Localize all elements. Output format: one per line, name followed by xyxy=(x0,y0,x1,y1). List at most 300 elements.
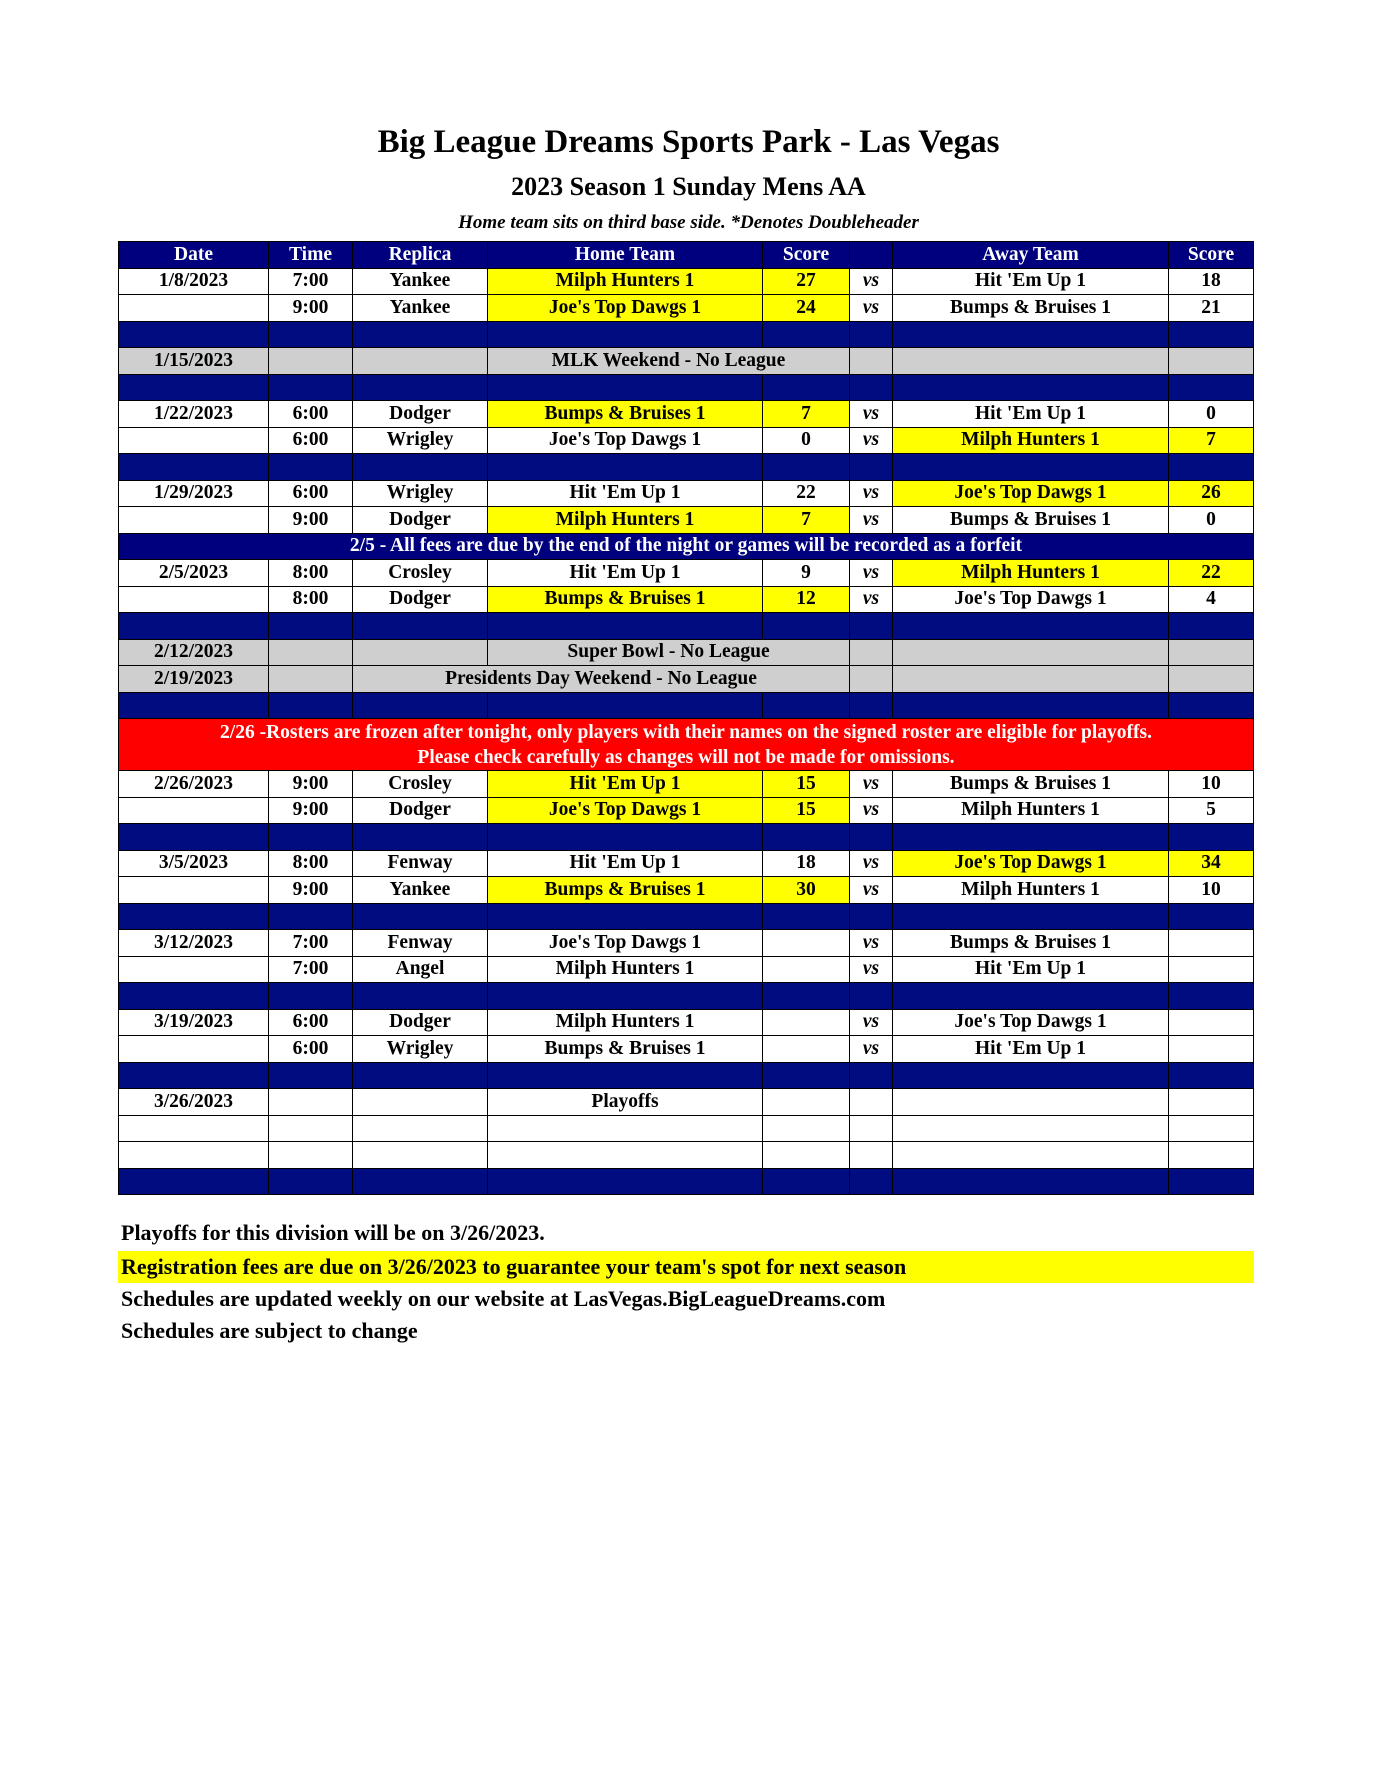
date-cell: 1/22/2023 xyxy=(119,401,269,428)
col-home-score: Score xyxy=(763,242,850,269)
replica-cell: Crosley xyxy=(353,560,488,587)
away-score-cell: 5 xyxy=(1169,797,1254,824)
away-score-cell: 34 xyxy=(1169,850,1254,877)
away-score-cell xyxy=(1169,666,1254,693)
away-score-cell: 10 xyxy=(1169,771,1254,798)
fees-notice: 2/5 - All fees are due by the end of the night or games will be recorded as a forfeit xyxy=(119,533,1254,560)
separator-cell xyxy=(488,321,763,348)
separator-cell xyxy=(269,692,353,719)
away-team-cell xyxy=(893,1142,1169,1169)
home-team-cell: Joe's Top Dawgs 1 xyxy=(488,427,763,454)
separator-cell xyxy=(119,824,269,851)
separator-row xyxy=(119,1168,1254,1195)
game-row xyxy=(119,480,1254,507)
separator-cell xyxy=(488,374,763,401)
game-row xyxy=(119,797,1254,824)
separator-cell xyxy=(353,321,488,348)
date-cell: 1/8/2023 xyxy=(119,268,269,295)
separator-cell xyxy=(893,374,1169,401)
date-cell xyxy=(119,295,269,322)
date-cell xyxy=(119,797,269,824)
replica-cell xyxy=(353,348,488,375)
home-score-cell: 30 xyxy=(763,877,850,904)
separator-cell xyxy=(119,321,269,348)
time-cell xyxy=(269,1115,353,1142)
away-team-cell: Hit 'Em Up 1 xyxy=(893,401,1169,428)
time-cell: 9:00 xyxy=(269,295,353,322)
separator-cell xyxy=(893,1062,1169,1089)
vs-cell: vs xyxy=(850,560,893,587)
away-score-cell xyxy=(1169,1036,1254,1063)
separator-cell xyxy=(488,692,763,719)
separator-cell xyxy=(269,613,353,640)
date-cell: 3/5/2023 xyxy=(119,850,269,877)
home-team-cell: Hit 'Em Up 1 xyxy=(488,771,763,798)
home-score-cell xyxy=(763,1009,850,1036)
replica-cell: Yankee xyxy=(353,268,488,295)
home-score-cell xyxy=(763,956,850,983)
replica-cell xyxy=(353,1089,488,1116)
col-date: Date xyxy=(119,242,269,269)
time-cell: 6:00 xyxy=(269,1036,353,1063)
date-cell xyxy=(119,1115,269,1142)
separator-cell xyxy=(1169,824,1254,851)
replica-cell: Crosley xyxy=(353,771,488,798)
date-cell xyxy=(119,1142,269,1169)
time-cell: 9:00 xyxy=(269,877,353,904)
game-row xyxy=(119,295,1254,322)
separator-cell xyxy=(850,983,893,1010)
separator-cell xyxy=(269,1062,353,1089)
away-team-cell: Milph Hunters 1 xyxy=(893,560,1169,587)
game-row xyxy=(119,877,1254,904)
game-row xyxy=(119,1036,1254,1063)
replica-cell xyxy=(353,1115,488,1142)
playoffs-note: Playoffs for this division will be on 3/26/2023. xyxy=(121,1220,545,1245)
home-team-cell: Hit 'Em Up 1 xyxy=(488,480,763,507)
away-score-cell: 10 xyxy=(1169,877,1254,904)
away-team-cell: Joe's Top Dawgs 1 xyxy=(893,480,1169,507)
separator-row xyxy=(119,321,1254,348)
time-cell: 6:00 xyxy=(269,401,353,428)
roster-alert xyxy=(119,719,1254,771)
separator-row xyxy=(119,374,1254,401)
separator-cell xyxy=(1169,1062,1254,1089)
separator-cell xyxy=(269,903,353,930)
home-team-cell: Hit 'Em Up 1 xyxy=(488,560,763,587)
separator-cell xyxy=(893,613,1169,640)
time-cell: 6:00 xyxy=(269,480,353,507)
col-time: Time xyxy=(269,242,353,269)
home-team-cell: Joe's Top Dawgs 1 xyxy=(488,797,763,824)
game-row xyxy=(119,401,1254,428)
away-team-cell: Milph Hunters 1 xyxy=(893,877,1169,904)
separator-row xyxy=(119,692,1254,719)
separator-cell xyxy=(269,374,353,401)
home-score-cell xyxy=(763,1089,850,1116)
separator-cell xyxy=(1169,454,1254,481)
time-cell: 7:00 xyxy=(269,268,353,295)
separator-cell xyxy=(119,903,269,930)
home-team-cell: Playoffs xyxy=(488,1089,763,1116)
home-team-cell: Milph Hunters 1 xyxy=(488,1009,763,1036)
home-team-cell xyxy=(488,1115,763,1142)
date-cell xyxy=(119,427,269,454)
date-cell: 1/15/2023 xyxy=(119,348,269,375)
time-cell: 9:00 xyxy=(269,797,353,824)
separator-cell xyxy=(763,824,850,851)
replica-cell: Yankee xyxy=(353,877,488,904)
date-cell xyxy=(119,586,269,613)
website-note: Schedules are updated weekly on our website at LasVegas.BigLeagueDreams.com xyxy=(121,1286,886,1311)
date-cell xyxy=(119,877,269,904)
away-score-cell xyxy=(1169,639,1254,666)
separator-cell xyxy=(763,903,850,930)
date-cell: 3/19/2023 xyxy=(119,1009,269,1036)
separator-row xyxy=(119,1062,1254,1089)
time-cell: 8:00 xyxy=(269,560,353,587)
vs-cell: vs xyxy=(850,1009,893,1036)
separator-cell xyxy=(1169,692,1254,719)
home-team-cell: Bumps & Bruises 1 xyxy=(488,1036,763,1063)
separator-cell xyxy=(763,1062,850,1089)
separator-cell xyxy=(1169,983,1254,1010)
time-cell xyxy=(269,1089,353,1116)
separator-cell xyxy=(353,374,488,401)
away-score-cell xyxy=(1169,1089,1254,1116)
home-score-cell: 22 xyxy=(763,480,850,507)
date-cell xyxy=(119,507,269,534)
home-score-cell xyxy=(763,1036,850,1063)
away-score-cell: 18 xyxy=(1169,268,1254,295)
date-cell xyxy=(119,956,269,983)
vs-cell xyxy=(850,1115,893,1142)
separator-cell xyxy=(763,983,850,1010)
game-row xyxy=(119,1009,1254,1036)
home-team-cell: Milph Hunters 1 xyxy=(488,268,763,295)
separator-cell xyxy=(850,692,893,719)
separator-cell xyxy=(119,454,269,481)
date-cell: 3/12/2023 xyxy=(119,930,269,957)
game-row xyxy=(119,560,1254,587)
replica-cell: Wrigley xyxy=(353,1036,488,1063)
home-score-cell: 0 xyxy=(763,427,850,454)
game-row xyxy=(119,586,1254,613)
game-row xyxy=(119,930,1254,957)
game-row xyxy=(119,850,1254,877)
replica-cell: Dodger xyxy=(353,507,488,534)
separator-row xyxy=(119,903,1254,930)
away-score-cell: 26 xyxy=(1169,480,1254,507)
replica-cell: Dodger xyxy=(353,1009,488,1036)
separator-cell xyxy=(269,824,353,851)
separator-cell xyxy=(850,1168,893,1195)
home-score-cell: 12 xyxy=(763,586,850,613)
game-row xyxy=(119,771,1254,798)
time-cell: 7:00 xyxy=(269,956,353,983)
table-header-row xyxy=(119,242,1254,269)
home-score-cell: 15 xyxy=(763,797,850,824)
separator-cell xyxy=(353,903,488,930)
separator-cell xyxy=(893,1168,1169,1195)
col-home-team: Home Team xyxy=(488,242,763,269)
no-league-row xyxy=(119,348,1254,375)
schedule-table xyxy=(118,241,1254,1195)
vs-cell xyxy=(850,1089,893,1116)
separator-cell xyxy=(763,692,850,719)
away-team-cell xyxy=(893,639,1169,666)
vs-cell xyxy=(850,348,893,375)
home-score-cell: 27 xyxy=(763,268,850,295)
separator-cell xyxy=(119,692,269,719)
separator-cell xyxy=(488,454,763,481)
separator-cell xyxy=(488,1168,763,1195)
home-score-cell: 7 xyxy=(763,507,850,534)
vs-cell xyxy=(850,1142,893,1169)
replica-cell: Wrigley xyxy=(353,480,488,507)
away-score-cell: 0 xyxy=(1169,401,1254,428)
away-team-cell: Milph Hunters 1 xyxy=(893,797,1169,824)
separator-cell xyxy=(1169,1168,1254,1195)
game-row xyxy=(119,1115,1254,1142)
separator-cell xyxy=(269,321,353,348)
separator-cell xyxy=(353,824,488,851)
replica-cell: Yankee xyxy=(353,295,488,322)
game-row xyxy=(119,1142,1254,1169)
away-team-cell: Bumps & Bruises 1 xyxy=(893,771,1169,798)
away-score-cell: 7 xyxy=(1169,427,1254,454)
away-team-cell xyxy=(893,1115,1169,1142)
replica-cell: Dodger xyxy=(353,586,488,613)
game-row xyxy=(119,1089,1254,1116)
separator-cell xyxy=(488,824,763,851)
separator-row xyxy=(119,613,1254,640)
replica-cell: Fenway xyxy=(353,930,488,957)
vs-cell: vs xyxy=(850,771,893,798)
separator-cell xyxy=(850,321,893,348)
separator-cell xyxy=(893,824,1169,851)
game-row xyxy=(119,956,1254,983)
replica-cell: Wrigley xyxy=(353,427,488,454)
time-cell xyxy=(269,666,353,693)
separator-cell xyxy=(1169,903,1254,930)
away-team-cell: Milph Hunters 1 xyxy=(893,427,1169,454)
fees-notice-row xyxy=(119,533,1254,560)
home-team-cell: Joe's Top Dawgs 1 xyxy=(488,930,763,957)
separator-cell xyxy=(488,1062,763,1089)
separator-cell xyxy=(353,692,488,719)
home-team-cell: Hit 'Em Up 1 xyxy=(488,850,763,877)
away-team-cell: Joe's Top Dawgs 1 xyxy=(893,850,1169,877)
vs-cell: vs xyxy=(850,877,893,904)
time-cell xyxy=(269,348,353,375)
replica-cell xyxy=(353,1142,488,1169)
home-score-cell xyxy=(763,1142,850,1169)
home-score-cell: 9 xyxy=(763,560,850,587)
time-cell xyxy=(269,639,353,666)
separator-cell xyxy=(1169,374,1254,401)
replica-cell: Dodger xyxy=(353,401,488,428)
away-score-cell xyxy=(1169,1142,1254,1169)
game-row xyxy=(119,507,1254,534)
separator-cell xyxy=(893,454,1169,481)
time-cell xyxy=(269,1142,353,1169)
vs-cell: vs xyxy=(850,401,893,428)
away-score-cell xyxy=(1169,930,1254,957)
separator-cell xyxy=(1169,613,1254,640)
game-row xyxy=(119,268,1254,295)
separator-cell xyxy=(893,903,1169,930)
away-team-cell: Bumps & Bruises 1 xyxy=(893,295,1169,322)
separator-cell xyxy=(488,983,763,1010)
home-team-cell: Bumps & Bruises 1 xyxy=(488,877,763,904)
vs-cell xyxy=(850,639,893,666)
separator-cell xyxy=(119,983,269,1010)
change-note: Schedules are subject to change xyxy=(121,1318,418,1343)
separator-cell xyxy=(763,321,850,348)
time-cell: 8:00 xyxy=(269,586,353,613)
separator-cell xyxy=(850,1062,893,1089)
date-cell: 2/5/2023 xyxy=(119,560,269,587)
away-score-cell: 22 xyxy=(1169,560,1254,587)
away-score-cell xyxy=(1169,1115,1254,1142)
separator-cell xyxy=(119,1062,269,1089)
home-team-cell: Bumps & Bruises 1 xyxy=(488,586,763,613)
separator-cell xyxy=(269,1168,353,1195)
separator-cell xyxy=(119,1168,269,1195)
col-away-score: Score xyxy=(1169,242,1254,269)
date-cell: 2/19/2023 xyxy=(119,666,269,693)
home-score-cell xyxy=(763,930,850,957)
separator-cell xyxy=(763,613,850,640)
col-vs xyxy=(850,242,893,269)
no-league-row xyxy=(119,666,1254,693)
vs-cell: vs xyxy=(850,480,893,507)
separator-cell xyxy=(269,454,353,481)
separator-cell xyxy=(893,321,1169,348)
date-cell: 2/26/2023 xyxy=(119,771,269,798)
home-team-cell: Milph Hunters 1 xyxy=(488,956,763,983)
no-league-label: Presidents Day Weekend - No League xyxy=(353,666,850,693)
date-cell: 1/29/2023 xyxy=(119,480,269,507)
separator-row xyxy=(119,454,1254,481)
time-cell: 8:00 xyxy=(269,850,353,877)
separator-cell xyxy=(119,374,269,401)
page-subtitle: 2023 Season 1 Sunday Mens AA xyxy=(511,172,866,201)
vs-cell: vs xyxy=(850,427,893,454)
away-team-cell: Bumps & Bruises 1 xyxy=(893,930,1169,957)
separator-cell xyxy=(488,903,763,930)
away-team-cell: Joe's Top Dawgs 1 xyxy=(893,1009,1169,1036)
separator-row xyxy=(119,824,1254,851)
roster-alert-row xyxy=(119,719,1254,771)
separator-cell xyxy=(850,374,893,401)
time-cell: 6:00 xyxy=(269,427,353,454)
away-score-cell xyxy=(1169,1009,1254,1036)
page-title: Big League Dreams Sports Park - Las Vegas xyxy=(377,124,1000,160)
roster-alert-line1: 2/26 -Rosters are frozen after tonight, only players with their names on the signed roster are eligible for playoffs. xyxy=(220,721,1152,743)
away-score-cell: 0 xyxy=(1169,507,1254,534)
date-cell xyxy=(119,1036,269,1063)
replica-cell xyxy=(353,639,488,666)
home-score-cell: 24 xyxy=(763,295,850,322)
vs-cell: vs xyxy=(850,956,893,983)
separator-row xyxy=(119,983,1254,1010)
time-cell: 9:00 xyxy=(269,771,353,798)
separator-cell xyxy=(763,454,850,481)
separator-cell xyxy=(850,454,893,481)
separator-cell xyxy=(763,374,850,401)
separator-cell xyxy=(850,613,893,640)
separator-cell xyxy=(893,692,1169,719)
time-cell: 7:00 xyxy=(269,930,353,957)
away-team-cell: Bumps & Bruises 1 xyxy=(893,507,1169,534)
away-team-cell: Joe's Top Dawgs 1 xyxy=(893,586,1169,613)
col-replica: Replica xyxy=(353,242,488,269)
vs-cell: vs xyxy=(850,930,893,957)
away-score-cell: 21 xyxy=(1169,295,1254,322)
away-team-cell xyxy=(893,666,1169,693)
separator-cell xyxy=(119,613,269,640)
away-team-cell: Hit 'Em Up 1 xyxy=(893,956,1169,983)
date-cell: 3/26/2023 xyxy=(119,1089,269,1116)
time-cell: 6:00 xyxy=(269,1009,353,1036)
time-cell: 9:00 xyxy=(269,507,353,534)
home-team-cell xyxy=(488,1142,763,1169)
separator-cell xyxy=(353,613,488,640)
vs-cell xyxy=(850,666,893,693)
replica-cell: Fenway xyxy=(353,850,488,877)
no-league-label: Super Bowl - No League xyxy=(488,639,850,666)
home-team-cell: Bumps & Bruises 1 xyxy=(488,401,763,428)
separator-cell xyxy=(850,903,893,930)
vs-cell: vs xyxy=(850,1036,893,1063)
vs-cell: vs xyxy=(850,586,893,613)
separator-cell xyxy=(269,983,353,1010)
no-league-row xyxy=(119,639,1254,666)
away-team-cell: Hit 'Em Up 1 xyxy=(893,1036,1169,1063)
separator-cell xyxy=(1169,321,1254,348)
separator-cell xyxy=(353,1062,488,1089)
away-team-cell: Hit 'Em Up 1 xyxy=(893,268,1169,295)
vs-cell: vs xyxy=(850,507,893,534)
separator-cell xyxy=(893,983,1169,1010)
roster-alert-line2: Please check carefully as changes will not be made for omissions. xyxy=(417,746,955,768)
separator-cell xyxy=(488,613,763,640)
away-team-cell xyxy=(893,1089,1169,1116)
vs-cell: vs xyxy=(850,797,893,824)
away-score-cell xyxy=(1169,348,1254,375)
home-team-cell: Joe's Top Dawgs 1 xyxy=(488,295,763,322)
registration-note: Registration fees are due on 3/26/2023 to guarantee your team's spot for next season xyxy=(118,1251,1254,1283)
vs-cell: vs xyxy=(850,295,893,322)
schedule-note: Home team sits on third base side. *Denotes Doubleheader xyxy=(458,212,919,233)
home-score-cell: 7 xyxy=(763,401,850,428)
separator-cell xyxy=(763,1168,850,1195)
separator-cell xyxy=(353,1168,488,1195)
home-team-cell: Milph Hunters 1 xyxy=(488,507,763,534)
replica-cell: Angel xyxy=(353,956,488,983)
separator-cell xyxy=(850,824,893,851)
separator-cell xyxy=(353,983,488,1010)
away-score-cell xyxy=(1169,956,1254,983)
game-row xyxy=(119,427,1254,454)
no-league-label: MLK Weekend - No League xyxy=(488,348,850,375)
vs-cell: vs xyxy=(850,850,893,877)
date-cell: 2/12/2023 xyxy=(119,639,269,666)
away-team-cell xyxy=(893,348,1169,375)
away-score-cell: 4 xyxy=(1169,586,1254,613)
